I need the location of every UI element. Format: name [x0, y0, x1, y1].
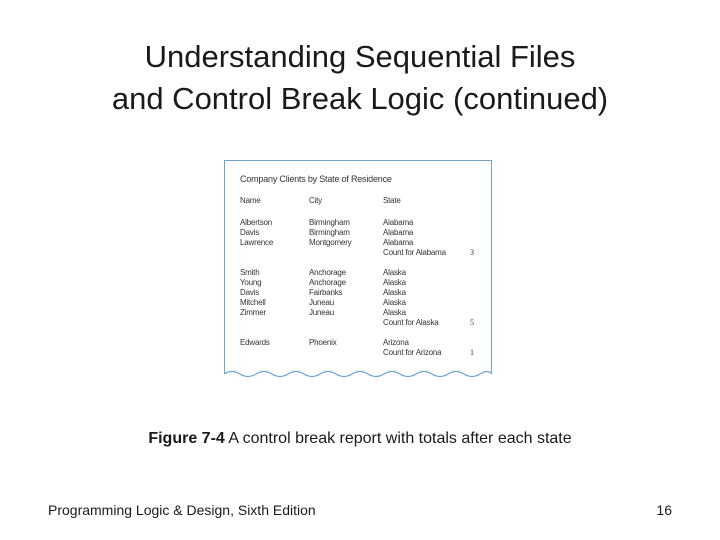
report-header-row	[240, 196, 486, 218]
client-state: Alaska	[383, 278, 406, 287]
torn-edge-divider	[224, 368, 492, 382]
client-city: Anchorage	[309, 268, 346, 277]
report-table	[240, 196, 486, 358]
header-name: Name	[240, 196, 261, 205]
header-count	[470, 196, 486, 218]
count-row	[240, 318, 486, 328]
client-state: Arizona	[383, 338, 409, 347]
client-state: Alaska	[383, 268, 406, 277]
count-value: 3	[470, 248, 474, 257]
client-name: Edwards	[240, 338, 270, 347]
table-row	[240, 268, 486, 278]
table-row	[240, 228, 486, 238]
client-state: Alabama	[383, 228, 414, 237]
client-city: Phoenix	[309, 338, 337, 347]
client-state: Alaska	[383, 288, 406, 297]
count-value: 5	[470, 318, 474, 327]
table-row	[240, 238, 486, 248]
client-state: Alaska	[383, 308, 406, 317]
figure-label: Figure 7-4	[148, 430, 225, 447]
count-row	[240, 248, 486, 258]
slide-title-line-1: Understanding Sequential Files	[144, 39, 576, 74]
count-row	[240, 348, 486, 358]
count-label: Count for Alabama	[383, 248, 446, 257]
client-state: Alabama	[383, 218, 414, 227]
footer-book-title: Programming Logic & Design, Sixth Edition	[48, 502, 316, 518]
client-name: Davis	[240, 288, 260, 297]
client-name: Lawrence	[240, 238, 274, 247]
table-row	[240, 288, 486, 298]
client-city: Juneau	[309, 298, 335, 307]
table-row	[240, 218, 486, 228]
client-name: Young	[240, 278, 262, 287]
slide-title	[0, 36, 720, 120]
client-city: Juneau	[309, 308, 335, 317]
count-value: 1	[470, 348, 474, 357]
table-row	[240, 278, 486, 288]
header-state: State	[383, 196, 401, 205]
figure-caption	[0, 430, 720, 448]
client-state: Alaska	[383, 298, 406, 307]
client-city: Birmingham	[309, 228, 350, 237]
client-city: Anchorage	[309, 278, 346, 287]
client-city: Montgomery	[309, 238, 352, 247]
slide-title-line-2: and Control Break Logic (continued)	[111, 81, 609, 116]
caption-text: A control break report with totals after each state	[224, 430, 572, 447]
client-name: Smith	[240, 268, 260, 277]
table-row	[240, 308, 486, 318]
client-name: Zimmer	[240, 308, 266, 317]
client-city: Fairbanks	[309, 288, 343, 297]
table-row	[240, 338, 486, 348]
report-figure	[224, 160, 492, 382]
report-title: Company Clients by State of Residence	[240, 174, 392, 184]
page-number: 16	[656, 502, 672, 518]
count-label: Count for Alaska	[383, 318, 439, 327]
client-city: Birmingham	[309, 218, 350, 227]
client-name: Albertson	[240, 218, 272, 227]
header-city: City	[309, 196, 322, 205]
client-name: Mitchell	[240, 298, 266, 307]
table-row	[240, 298, 486, 308]
count-label: Count for Arizona	[383, 348, 442, 357]
client-name: Davis	[240, 228, 260, 237]
client-state: Alabama	[383, 238, 414, 247]
